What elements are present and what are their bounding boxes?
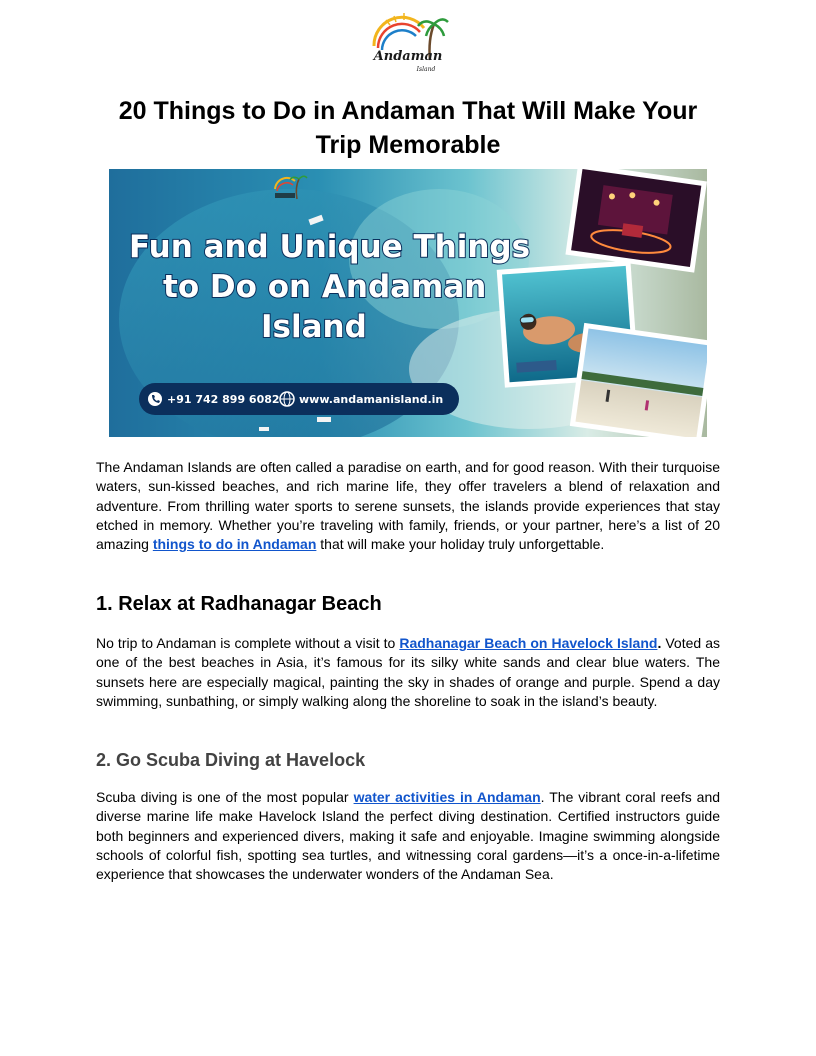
water-activities-link[interactable]: water activities in Andaman (353, 789, 541, 805)
section1-text-after: Voted as one of the best beaches in Asia, it’s famous for its silky white sands and clear blue waters. The sunsets here are especially magical, painting the sky in shades of orange and purple. Spend a day swimming, sunbathing, or simply walking along the shoreline to soak in the island’s beauty. (96, 635, 720, 709)
intro-text-after: that will make your holiday truly unforgettable. (316, 536, 605, 553)
section1-text-before: No trip to Andaman is complete without a visit to (96, 635, 400, 651)
banner-headline-line2: to Do on Andaman (163, 269, 487, 305)
banner-website: www.andamanisland.in (299, 393, 444, 406)
phone-icon (148, 392, 162, 406)
section2-paragraph (96, 788, 720, 884)
section2-heading: 2. Go Scuba Diving at Havelock (96, 750, 366, 770)
page-title: 20 Things to Do in Andaman That Will Make Your Trip Memorable (118, 97, 698, 159)
section1-link-period: . (657, 635, 662, 651)
intro-paragraph (96, 458, 720, 554)
logo-brand-text: Andaman (373, 49, 443, 64)
section1-heading: 1. Relax at Radhanagar Beach (96, 593, 382, 615)
section1-paragraph (96, 634, 720, 711)
banner-headline-line3: Island (261, 309, 367, 345)
banner-headline-line1: Fun and Unique Things (129, 229, 531, 265)
section2-text-after: . The vibrant coral reefs and diverse marine life make Havelock Island the perfect diving destination. Certified instructors guide both beginners and experienced divers, making it safe and enjoyable. Imagine swimming alongside schools of colorful fish, spotting sea turtles, and witnessing coral gardens—it’s a once-in-a-lifetime experience that showcases the underwater wonders of the Andaman Sea. (96, 789, 721, 883)
andaman-island-logo (364, 10, 452, 74)
photo-beach (570, 323, 707, 437)
hero-banner-image (109, 169, 707, 437)
things-to-do-link[interactable]: things to do in Andaman (152, 536, 317, 553)
intro-text-before: The Andaman Islands are often called a paradise on earth, and for good reason. With their turquoise waters, sun-kissed beaches, and rich marine life, they offer travelers a blend of relaxation and adventure. From thrilling water sports to serene sunsets, the islands provide experiences that stay etched in memory. Whether you’re traveling with family, friends, or your partner, here’s a list of 20 amazing (96, 459, 720, 553)
banner-phone: +91 742 899 6082 (167, 393, 280, 406)
photo-candlelight-dinner (565, 169, 707, 273)
sun-arc-icon (364, 10, 452, 74)
logo-sub-text: Island (416, 66, 436, 73)
section2-text-before: Scuba diving is one of the most popular (96, 789, 354, 805)
radhanagar-beach-link[interactable]: Radhanagar Beach on Havelock Island (399, 635, 658, 651)
